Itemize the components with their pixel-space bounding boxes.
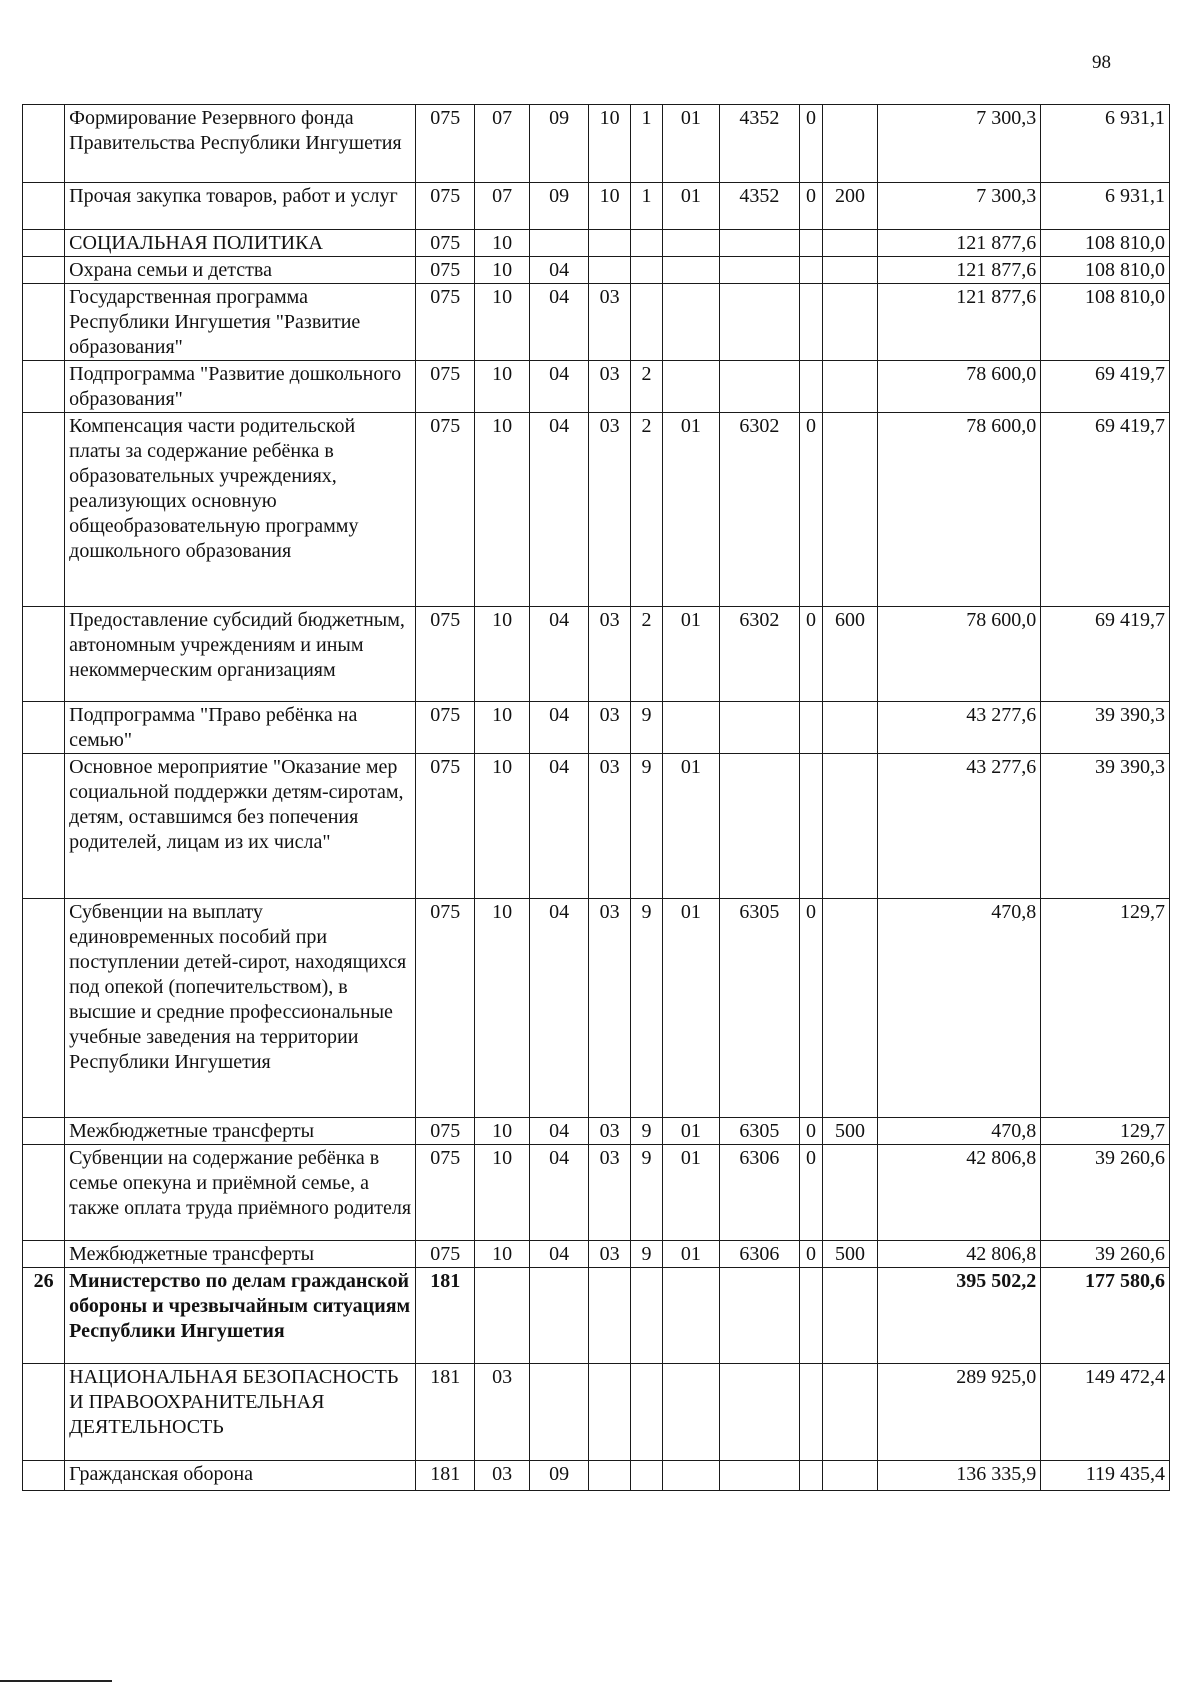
code-direction [719, 257, 799, 284]
code-expense-type: 500 [823, 1241, 878, 1268]
code-direction: 6306 [719, 1241, 799, 1268]
amount-executed: 119 435,4 [1041, 1461, 1170, 1491]
amount-executed: 129,7 [1041, 1118, 1170, 1145]
code-section: 10 [475, 702, 530, 754]
code-section: 10 [475, 899, 530, 1118]
code-expense-type [823, 361, 878, 413]
code-subsection [530, 1364, 589, 1461]
code-section: 07 [475, 105, 530, 183]
code-subsection: 04 [530, 1145, 589, 1241]
row-index [23, 257, 65, 284]
code-suffix [799, 361, 822, 413]
amount-executed: 39 260,6 [1041, 1241, 1170, 1268]
code-section: 10 [475, 284, 530, 361]
code-suffix [799, 1461, 822, 1491]
code-subprogram: 9 [631, 1118, 663, 1145]
amount-planned: 7 300,3 [877, 183, 1040, 230]
row-name: Межбюджетные трансферты [65, 1241, 416, 1268]
table-row [23, 899, 1170, 1118]
code-expense-type [823, 899, 878, 1118]
row-name: Субвенции на содержание ребёнка в семье опекуна и приёмной семье, а также оплата труда приёмного родителя [65, 1145, 416, 1241]
code-event [662, 1364, 719, 1461]
code-subprogram [631, 1268, 663, 1364]
code-subprogram [631, 230, 663, 257]
code-section: 03 [475, 1364, 530, 1461]
row-name: Подпрограмма "Право ребёнка на семью" [65, 702, 416, 754]
amount-planned: 470,8 [877, 899, 1040, 1118]
code-expense-type: 200 [823, 183, 878, 230]
code-direction [719, 230, 799, 257]
row-name: СОЦИАЛЬНАЯ ПОЛИТИКА [65, 230, 416, 257]
table-row [23, 607, 1170, 702]
code-expense-type [823, 1145, 878, 1241]
row-index [23, 1145, 65, 1241]
code-program: 03 [589, 899, 631, 1118]
code-ministry: 181 [416, 1461, 475, 1491]
code-ministry: 075 [416, 361, 475, 413]
code-direction [719, 361, 799, 413]
code-section: 10 [475, 413, 530, 607]
table-row [23, 754, 1170, 899]
table-row [23, 1364, 1170, 1461]
code-ministry: 075 [416, 230, 475, 257]
code-suffix [799, 284, 822, 361]
code-direction: 6302 [719, 607, 799, 702]
code-event [662, 257, 719, 284]
code-section: 10 [475, 257, 530, 284]
row-index [23, 899, 65, 1118]
code-subprogram: 2 [631, 413, 663, 607]
code-suffix [799, 1364, 822, 1461]
code-ministry: 075 [416, 284, 475, 361]
amount-planned: 121 877,6 [877, 230, 1040, 257]
budget-table [22, 104, 1170, 1491]
amount-executed: 108 810,0 [1041, 284, 1170, 361]
code-expense-type [823, 754, 878, 899]
code-ministry: 075 [416, 607, 475, 702]
amount-planned: 43 277,6 [877, 754, 1040, 899]
code-subsection: 04 [530, 899, 589, 1118]
code-suffix: 0 [799, 1145, 822, 1241]
code-subsection: 04 [530, 607, 589, 702]
code-direction: 6305 [719, 1118, 799, 1145]
row-index [23, 1364, 65, 1461]
code-program [589, 1268, 631, 1364]
row-index [23, 1461, 65, 1491]
amount-planned: 78 600,0 [877, 361, 1040, 413]
row-index [23, 230, 65, 257]
row-name: Формирование Резервного фонда Правительства Республики Ингушетия [65, 105, 416, 183]
table-row [23, 1241, 1170, 1268]
code-subsection: 04 [530, 413, 589, 607]
page-number: 98 [1092, 52, 1111, 73]
code-suffix [799, 1268, 822, 1364]
code-event: 01 [662, 1145, 719, 1241]
code-expense-type [823, 1461, 878, 1491]
code-suffix [799, 702, 822, 754]
code-event [662, 1461, 719, 1491]
code-event: 01 [662, 1118, 719, 1145]
code-suffix: 0 [799, 413, 822, 607]
code-ministry: 075 [416, 105, 475, 183]
code-expense-type [823, 257, 878, 284]
code-subsection: 04 [530, 1241, 589, 1268]
code-program [589, 257, 631, 284]
amount-executed: 108 810,0 [1041, 230, 1170, 257]
code-subprogram [631, 1461, 663, 1491]
code-subprogram: 1 [631, 105, 663, 183]
row-name: Охрана семьи и детства [65, 257, 416, 284]
row-name: Государственная программа Республики Ингушетия "Развитие образования" [65, 284, 416, 361]
code-ministry: 075 [416, 413, 475, 607]
amount-executed: 129,7 [1041, 899, 1170, 1118]
amount-executed: 69 419,7 [1041, 607, 1170, 702]
code-expense-type [823, 284, 878, 361]
row-index [23, 1118, 65, 1145]
code-ministry: 075 [416, 1241, 475, 1268]
code-subsection: 09 [530, 183, 589, 230]
code-ministry: 181 [416, 1268, 475, 1364]
code-program: 10 [589, 105, 631, 183]
amount-planned: 136 335,9 [877, 1461, 1040, 1491]
code-subprogram: 9 [631, 1241, 663, 1268]
amount-planned: 470,8 [877, 1118, 1040, 1145]
code-direction: 6305 [719, 899, 799, 1118]
code-expense-type [823, 702, 878, 754]
code-event: 01 [662, 899, 719, 1118]
code-expense-type [823, 230, 878, 257]
amount-executed: 177 580,6 [1041, 1268, 1170, 1364]
row-index [23, 105, 65, 183]
code-suffix: 0 [799, 105, 822, 183]
code-event [662, 702, 719, 754]
code-section: 10 [475, 1118, 530, 1145]
table-row [23, 1461, 1170, 1491]
code-ministry: 075 [416, 899, 475, 1118]
code-program: 03 [589, 702, 631, 754]
code-subprogram: 9 [631, 899, 663, 1118]
code-subprogram [631, 1364, 663, 1461]
code-direction: 6302 [719, 413, 799, 607]
code-event [662, 1268, 719, 1364]
code-event: 01 [662, 183, 719, 230]
code-subsection [530, 1268, 589, 1364]
code-program: 03 [589, 754, 631, 899]
code-program [589, 230, 631, 257]
code-program [589, 1364, 631, 1461]
row-name: Подпрограмма "Развитие дошкольного образования" [65, 361, 416, 413]
amount-planned: 78 600,0 [877, 607, 1040, 702]
code-subprogram [631, 257, 663, 284]
code-section: 10 [475, 1241, 530, 1268]
code-subprogram: 9 [631, 702, 663, 754]
code-suffix: 0 [799, 1241, 822, 1268]
code-expense-type [823, 1364, 878, 1461]
amount-planned: 289 925,0 [877, 1364, 1040, 1461]
amount-planned: 7 300,3 [877, 105, 1040, 183]
row-name: Министерство по делам гражданской обороны и чрезвычайным ситуациям Республики Ингушетия [65, 1268, 416, 1364]
row-index [23, 1241, 65, 1268]
code-section: 03 [475, 1461, 530, 1491]
amount-executed: 6 931,1 [1041, 183, 1170, 230]
code-subsection: 04 [530, 1118, 589, 1145]
table-row [23, 361, 1170, 413]
amount-planned: 121 877,6 [877, 284, 1040, 361]
code-ministry: 075 [416, 702, 475, 754]
code-expense-type [823, 1268, 878, 1364]
code-section: 10 [475, 1145, 530, 1241]
code-subprogram: 2 [631, 361, 663, 413]
code-ministry: 075 [416, 754, 475, 899]
code-subprogram: 9 [631, 1145, 663, 1241]
code-subprogram [631, 284, 663, 361]
code-event [662, 230, 719, 257]
code-event: 01 [662, 105, 719, 183]
row-name: Межбюджетные трансферты [65, 1118, 416, 1145]
row-index [23, 284, 65, 361]
row-name: Компенсация части родительской платы за содержание ребёнка в образовательных учреждениях, реализующих основную общеобразовательную программу дошкольного образования [65, 413, 416, 607]
code-section: 10 [475, 754, 530, 899]
table-row [23, 183, 1170, 230]
code-section [475, 1268, 530, 1364]
amount-executed: 69 419,7 [1041, 361, 1170, 413]
code-ministry: 075 [416, 1118, 475, 1145]
amount-planned: 78 600,0 [877, 413, 1040, 607]
row-index [23, 361, 65, 413]
amount-planned: 43 277,6 [877, 702, 1040, 754]
amount-executed: 149 472,4 [1041, 1364, 1170, 1461]
footer-rule [0, 1680, 112, 1682]
row-name: Гражданская оборона [65, 1461, 416, 1491]
code-section: 07 [475, 183, 530, 230]
code-subprogram: 9 [631, 754, 663, 899]
code-expense-type: 500 [823, 1118, 878, 1145]
code-expense-type: 600 [823, 607, 878, 702]
row-index [23, 754, 65, 899]
code-subprogram: 1 [631, 183, 663, 230]
table-row [23, 1118, 1170, 1145]
code-direction [719, 1364, 799, 1461]
code-event: 01 [662, 413, 719, 607]
code-ministry: 075 [416, 1145, 475, 1241]
row-name: Прочая закупка товаров, работ и услуг [65, 183, 416, 230]
code-event: 01 [662, 1241, 719, 1268]
code-direction [719, 284, 799, 361]
amount-executed: 6 931,1 [1041, 105, 1170, 183]
table-row [23, 257, 1170, 284]
table-row [23, 284, 1170, 361]
table-row [23, 413, 1170, 607]
code-subsection: 04 [530, 754, 589, 899]
code-direction [719, 1268, 799, 1364]
code-program [589, 1461, 631, 1491]
code-suffix: 0 [799, 899, 822, 1118]
code-section: 10 [475, 607, 530, 702]
amount-executed: 69 419,7 [1041, 413, 1170, 607]
code-direction [719, 1461, 799, 1491]
table-row [23, 702, 1170, 754]
table-row [23, 105, 1170, 183]
code-subsection: 04 [530, 284, 589, 361]
code-suffix [799, 257, 822, 284]
code-program: 03 [589, 284, 631, 361]
code-suffix: 0 [799, 607, 822, 702]
code-subsection: 04 [530, 361, 589, 413]
code-event: 01 [662, 607, 719, 702]
row-index [23, 183, 65, 230]
budget-table-body [23, 105, 1170, 1491]
amount-planned: 121 877,6 [877, 257, 1040, 284]
amount-executed: 39 390,3 [1041, 754, 1170, 899]
code-program: 03 [589, 1118, 631, 1145]
code-direction: 4352 [719, 183, 799, 230]
table-row [23, 1145, 1170, 1241]
code-ministry: 075 [416, 183, 475, 230]
code-event [662, 284, 719, 361]
table-row [23, 1268, 1170, 1364]
code-section: 10 [475, 361, 530, 413]
amount-planned: 395 502,2 [877, 1268, 1040, 1364]
code-ministry: 075 [416, 257, 475, 284]
code-subsection: 09 [530, 105, 589, 183]
code-event: 01 [662, 754, 719, 899]
code-suffix [799, 230, 822, 257]
amount-planned: 42 806,8 [877, 1145, 1040, 1241]
code-direction: 4352 [719, 105, 799, 183]
row-index [23, 413, 65, 607]
code-section: 10 [475, 230, 530, 257]
code-direction [719, 754, 799, 899]
code-program: 03 [589, 1241, 631, 1268]
code-ministry: 181 [416, 1364, 475, 1461]
code-suffix: 0 [799, 1118, 822, 1145]
code-expense-type [823, 105, 878, 183]
row-index [23, 607, 65, 702]
code-program: 03 [589, 413, 631, 607]
code-subsection: 04 [530, 702, 589, 754]
amount-planned: 42 806,8 [877, 1241, 1040, 1268]
row-name: Основное мероприятие "Оказание мер социальной поддержки детям-сиротам, детям, оставшимся без попечения родителей, лицам из их числа" [65, 754, 416, 899]
row-name: Предоставление субсидий бюджетным, автономным учреждениям и иным некоммерческим организациям [65, 607, 416, 702]
row-name: НАЦИОНАЛЬНАЯ БЕЗОПАСНОСТЬ И ПРАВООХРАНИТЕЛЬНАЯ ДЕЯТЕЛЬНОСТЬ [65, 1364, 416, 1461]
code-subsection: 09 [530, 1461, 589, 1491]
code-suffix [799, 754, 822, 899]
code-suffix: 0 [799, 183, 822, 230]
code-program: 03 [589, 361, 631, 413]
amount-executed: 39 260,6 [1041, 1145, 1170, 1241]
code-program: 03 [589, 1145, 631, 1241]
code-expense-type [823, 413, 878, 607]
code-direction [719, 702, 799, 754]
amount-executed: 39 390,3 [1041, 702, 1170, 754]
amount-executed: 108 810,0 [1041, 257, 1170, 284]
row-index [23, 702, 65, 754]
code-subsection [530, 230, 589, 257]
row-name: Субвенции на выплату единовременных пособий при поступлении детей-сирот, находящихся под опекой (попечительством), в высшие и средние профессиональные учебные заведения на территории Республики Ингушетия [65, 899, 416, 1118]
code-event [662, 361, 719, 413]
code-subsection: 04 [530, 257, 589, 284]
code-direction: 6306 [719, 1145, 799, 1241]
code-subprogram: 2 [631, 607, 663, 702]
row-index: 26 [23, 1268, 65, 1364]
code-program: 10 [589, 183, 631, 230]
code-program: 03 [589, 607, 631, 702]
table-row [23, 230, 1170, 257]
